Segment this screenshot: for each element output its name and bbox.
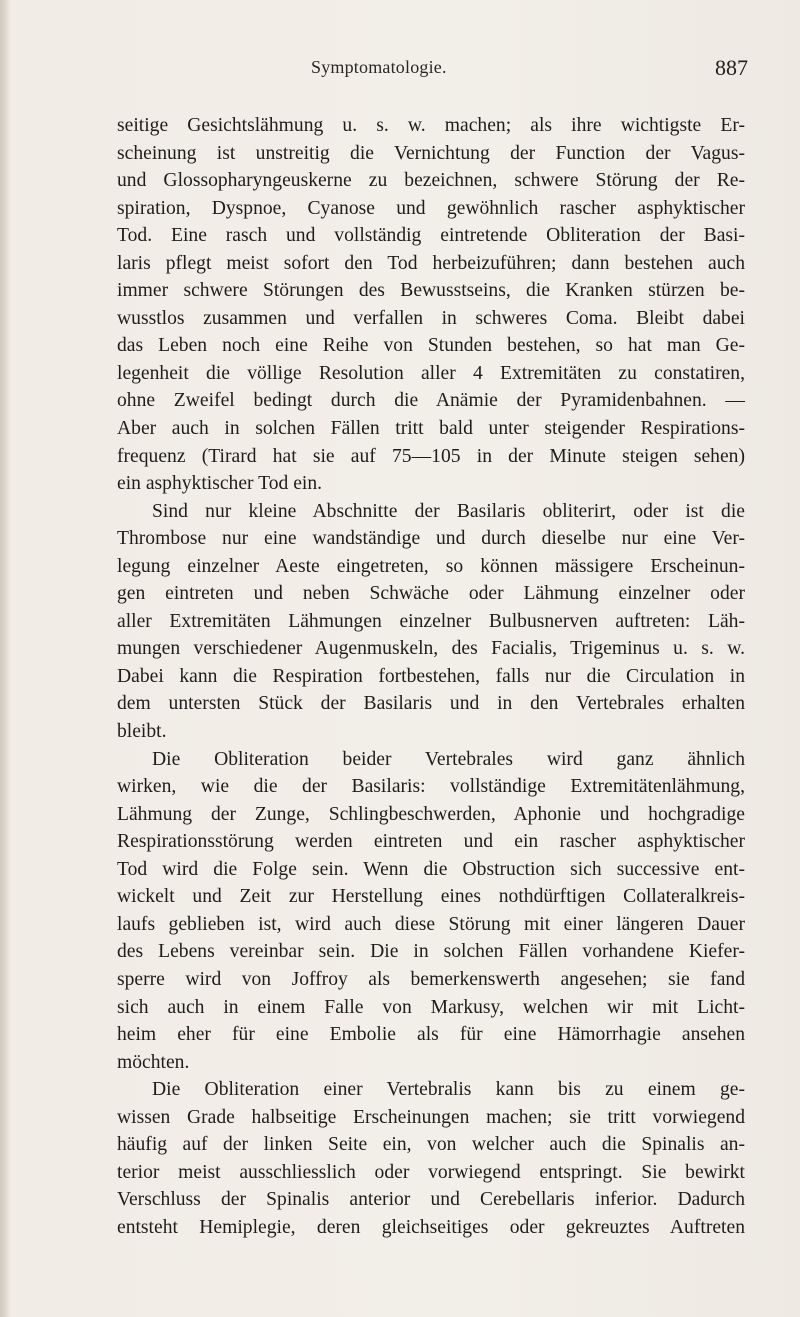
text-line: terior meist ausschliesslich oder vorwiegend entspringt. Sie bewirkt	[117, 1161, 745, 1183]
text-line: scheinung ist unstreitig die Vernichtung der Function der Vagus-	[117, 142, 745, 164]
text-line: des Lebens vereinbar sein. Die in solchen Fällen vorhandene Kiefer-	[117, 941, 745, 963]
text-line: Sind nur kleine Abschnitte der Basilaris obliterirt, oder ist die	[152, 500, 745, 522]
text-line: und Glossopharyngeuskerne zu bezeichnen, schwere Störung der Re-	[117, 170, 745, 192]
running-title: Symptomatologie.	[311, 57, 447, 77]
text-line: Respirationsstörung werden eintreten und ein rascher asphyktischer	[117, 831, 745, 853]
text-line: Die Obliteration einer Vertebralis kann bis zu einem ge-	[152, 1079, 745, 1101]
print-speck	[498, 88, 504, 96]
text-line: legenheit die völlige Resolution aller 4 Extremitäten zu constatiren,	[117, 362, 745, 384]
text-line: bleibt.	[117, 721, 167, 743]
text-line: wickelt und Zeit zur Herstellung eines nothdürftigen Collateralkreis-	[117, 886, 745, 908]
text-line: Verschluss der Spinalis anterior und Cerebellaris inferior. Dadurch	[117, 1189, 745, 1211]
text-line: ohne Zweifel bedingt durch die Anämie der Pyramidenbahnen. —	[117, 390, 745, 412]
text-line: das Leben noch eine Reihe von Stunden bestehen, so hat man Ge-	[117, 335, 745, 357]
text-line: Tod. Eine rasch und vollständig eintretende Obliteration der Basi-	[117, 225, 745, 247]
page-number: 887	[715, 55, 748, 80]
text-line: Die Obliteration beider Vertebrales wird ganz ähnlich	[152, 748, 745, 770]
text-line: laufs geblieben ist, wird auch diese Störung mit einer längeren Dauer	[117, 913, 745, 935]
text-line: Thrombose nur eine wandständige und durch dieselbe nur eine Ver-	[117, 528, 745, 550]
text-line: gen eintreten und neben Schwäche oder Lähmung einzelner oder	[117, 583, 745, 605]
text-line: legung einzelner Aeste eingetreten, so können mässigere Erscheinun-	[117, 555, 745, 577]
text-line: heim eher für eine Embolie als für eine Hämorrhagie ansehen	[117, 1024, 745, 1046]
body-text	[117, 112, 745, 1241]
text-line: frequenz (Tirard hat sie auf 75—105 in der Minute steigen sehen)	[117, 445, 745, 467]
text-line: Lähmung der Zunge, Schlingbeschwerden, Aphonie und hochgradige	[117, 803, 745, 825]
text-line: entsteht Hemiplegie, deren gleichseitiges oder gekreuztes Auftreten	[117, 1216, 745, 1238]
text-line: Tod wird die Folge sein. Wenn die Obstruction sich successive ent-	[117, 858, 745, 880]
text-line: dem untersten Stück der Basilaris und in den Vertebrales erhalten	[117, 693, 745, 715]
text-line: laris pflegt meist sofort den Tod herbeizuführen; dann bestehen auch	[117, 252, 745, 274]
text-line: mungen verschiedener Augenmuskeln, des Facialis, Trigeminus u. s. w.	[117, 638, 745, 660]
text-line: sperre wird von Joffroy als bemerkenswerth angesehen; sie fand	[117, 968, 745, 990]
text-line: ein asphyktischer Tod ein.	[117, 473, 323, 495]
text-line: Aber auch in solchen Fällen tritt bald unter steigender Respirations-	[117, 418, 745, 440]
text-line: Dabei kann die Respiration fortbestehen, falls nur die Circulation in	[117, 665, 745, 687]
page-binding-shadow	[0, 0, 10, 1317]
text-line: aller Extremitäten Lähmungen einzelner Bulbusnerven auftreten: Läh-	[117, 610, 745, 632]
text-line: möchten.	[117, 1051, 190, 1073]
text-line: sich auch in einem Falle von Markusy, welchen wir mit Licht-	[117, 996, 745, 1018]
text-line: häufig auf der linken Seite ein, von welcher auch die Spinalis an-	[117, 1134, 745, 1156]
text-line: seitige Gesichtslähmung u. s. w. machen; als ihre wichtigste Er-	[117, 115, 745, 136]
text-line: spiration, Dyspnoe, Cyanose und gewöhnlich rascher asphyktischer	[117, 197, 745, 219]
text-line: wirken, wie die der Basilaris: vollständige Extremitätenlähmung,	[117, 776, 745, 798]
text-line: wissen Grade halbseitige Erscheinungen machen; sie tritt vorwiegend	[117, 1106, 745, 1128]
text-line: wusstlos zusammen und verfallen in schweres Coma. Bleibt dabei	[117, 307, 745, 329]
page-header	[0, 57, 800, 87]
text-line: immer schwere Störungen des Bewusstseins, die Kranken stürzen be-	[117, 280, 745, 302]
